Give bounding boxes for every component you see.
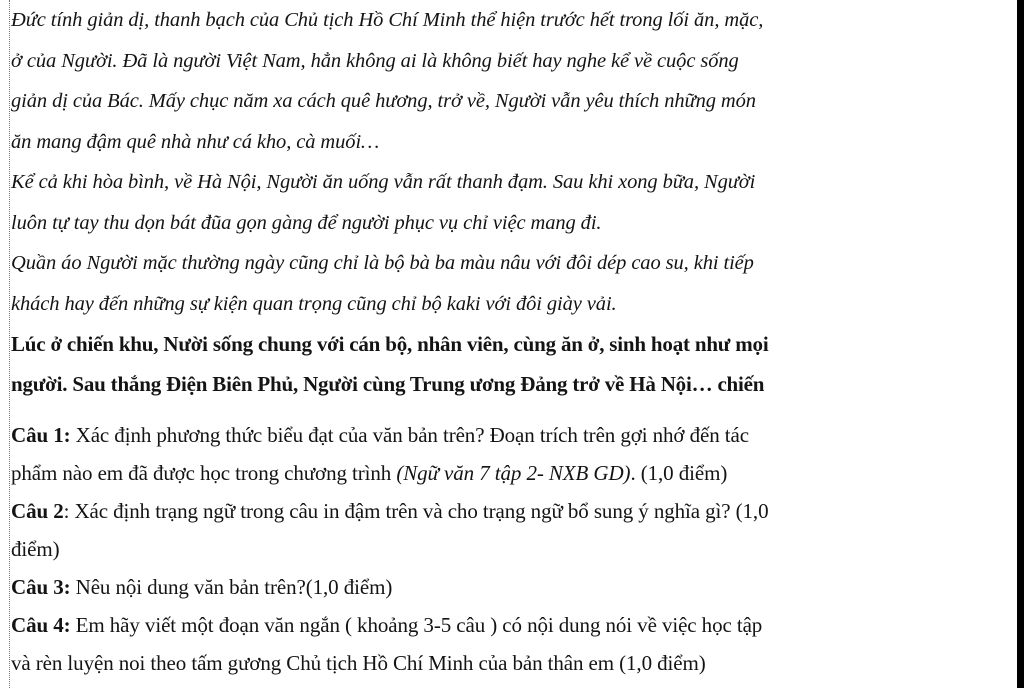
passage-line: Đức tính giản dị, thanh bạch của Chủ tịch Hồ Chí Minh thể hiện trước hết trong lối ăn, mặc,: [11, 9, 764, 31]
passage-line: khách hay đến những sự kiện quan trọng cũng chỉ bộ kaki với đôi giày vải.: [11, 292, 617, 315]
passage-bold-line: Lúc ở chiến khu, Nười sống chung với cán bộ, nhân viên, cùng ăn ở, sinh hoạt như mọi: [11, 332, 769, 356]
question-4-continued: [11, 644, 1013, 682]
passage-line: Quần áo Người mặc thường ngày cũng chỉ là bộ bà ba màu nâu với đôi dép cao su, khi tiếp: [11, 252, 754, 274]
question-1-text-start: phẩm nào em đã được học trong chương trình: [11, 461, 397, 485]
question-2-label: Câu 2: [11, 499, 64, 523]
question-4-text: Em hãy viết một đoạn văn ngắn ( khoảng 3-5 câu ) có nội dung nói về việc học tập: [70, 613, 763, 637]
passage-line: ở của Người. Đã là người Việt Nam, hẳn không ai là không biết hay nghe kể về cuộc sống: [11, 49, 739, 72]
question-4: [11, 606, 1013, 644]
passage-line: ăn mang đậm quê nhà như cá kho, cà muối…: [11, 130, 380, 153]
question-2-text: : Xác định trạng ngữ trong câu in đậm trên và cho trạng ngữ bổ sung ý nghĩa gì? (1,0: [63, 499, 769, 523]
document-content: [11, 0, 1013, 682]
question-1-source: (Ngữ văn 7 tập 2- NXB GD): [396, 461, 631, 485]
question-1-points: . (1,0 điểm): [630, 461, 728, 485]
question-3: [11, 568, 1013, 606]
question-2: [11, 492, 1013, 530]
question-1: [11, 416, 1013, 454]
question-2-continued: [11, 530, 1013, 568]
question-4-label: Câu 4:: [11, 613, 71, 637]
passage-italic: [11, 0, 1013, 324]
questions-section: [11, 416, 1013, 682]
question-3-text: Nêu nội dung văn bản trên?(1,0 điểm): [70, 575, 393, 599]
passage-bold-line: người. Sau thắng Điện Biên Phủ, Người cùng Trung ương Đảng trở về Hà Nội… chiến: [11, 372, 765, 396]
question-1-label: Câu 1:: [11, 423, 71, 447]
page-margin-border: [9, 0, 10, 688]
question-1-continued: [11, 454, 1013, 492]
question-2-points: điểm): [11, 537, 60, 561]
passage-line: luôn tự tay thu dọn bát đũa gọn gàng để người phục vụ chỉ việc mang đi.: [11, 211, 602, 234]
question-3-label: Câu 3:: [11, 575, 71, 599]
passage-line: giản dị của Bác. Mấy chục năm xa cách quê hương, trở về, Người vẫn yêu thích những món: [11, 90, 756, 112]
passage-line: Kể cả khi hòa bình, về Hà Nội, Người ăn uống vẫn rất thanh đạm. Sau khi xong bữa, Người: [11, 171, 756, 193]
question-4-text-end: và rèn luyện noi theo tấm gương Chủ tịch Hồ Chí Minh của bản thân em (1,0 điểm): [11, 651, 706, 675]
question-1-text: Xác định phương thức biểu đạt của văn bản trên? Đoạn trích trên gợi nhớ đến tác: [70, 423, 749, 447]
passage-bold: [11, 324, 1013, 404]
